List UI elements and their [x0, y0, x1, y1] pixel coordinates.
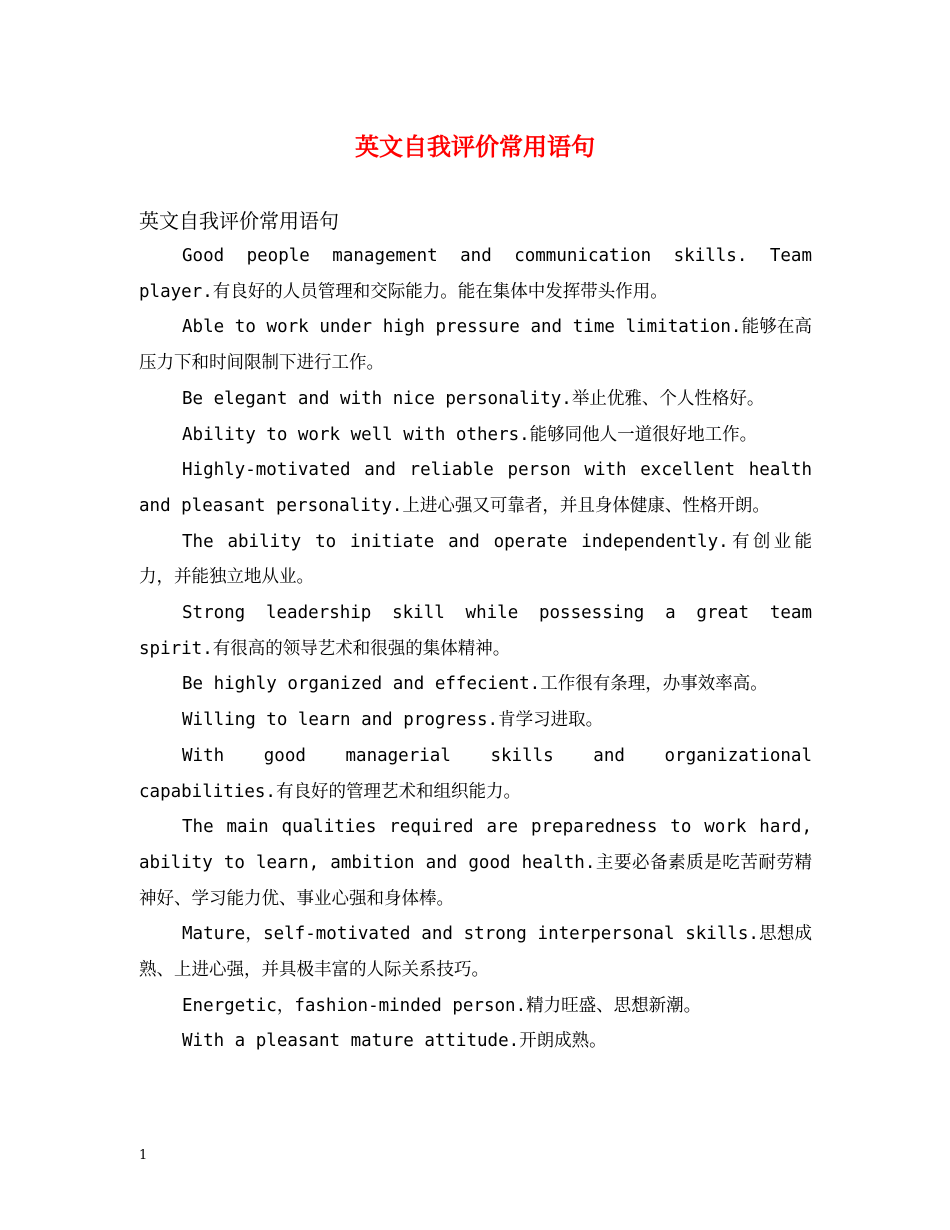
paragraph: Able to work under high pressure and time limitation.能够在高压力下和时间限制下进行工作。 [139, 317, 812, 374]
paragraph: Good people management and communication skills. Team player.有良好的人员管理和交际能力。能在集体中发挥带头作用。 [139, 246, 812, 302]
paragraph: Strong leadership skill while possessing a great team spirit.有很高的领导艺术和很强的集体精神。 [139, 603, 812, 659]
paragraph: The main qualities required are preparedness to work hard, ability to learn, ambition and good health.主要必备素质是吃苦耐劳精神好、学习能力优、事业心强和身体棒。 [139, 817, 812, 909]
paragraph: Mature，self-motivated and strong interpersonal skills.思想成熟、上进心强，并具极丰富的人际关系技巧。 [139, 924, 812, 981]
document-subtitle: 英文自我评价常用语句 [139, 209, 339, 233]
paragraph: Highly-motivated and reliable person with excellent health and pleasant personality.上进心强又可靠者，并且身体健康、性格开朗。 [139, 460, 812, 516]
paragraph: The ability to initiate and operate independently.有创业能力，并能独立地从业。 [139, 531, 812, 588]
paragraph: Be elegant and with nice personality.举止优雅、个人性格好。 [182, 388, 765, 409]
paragraph: Be highly organized and effecient.工作很有条理，办事效率高。 [182, 674, 768, 695]
paragraph: Willing to learn and progress.肯学习进取。 [182, 710, 604, 731]
page-number: 1 [139, 1148, 148, 1163]
page-title: 英文自我评价常用语句 [355, 132, 595, 161]
paragraph: With good managerial skills and organizational capabilities.有良好的管理艺术和组织能力。 [139, 745, 812, 802]
paragraph: With a pleasant mature attitude.开朗成熟。 [182, 1031, 607, 1052]
paragraph: Ability to work well with others.能够同他人一道很好地工作。 [182, 424, 758, 445]
document-body [139, 203, 812, 1060]
paragraph: Energetic，fashion-minded person.精力旺盛、思想新潮。 [182, 995, 702, 1016]
